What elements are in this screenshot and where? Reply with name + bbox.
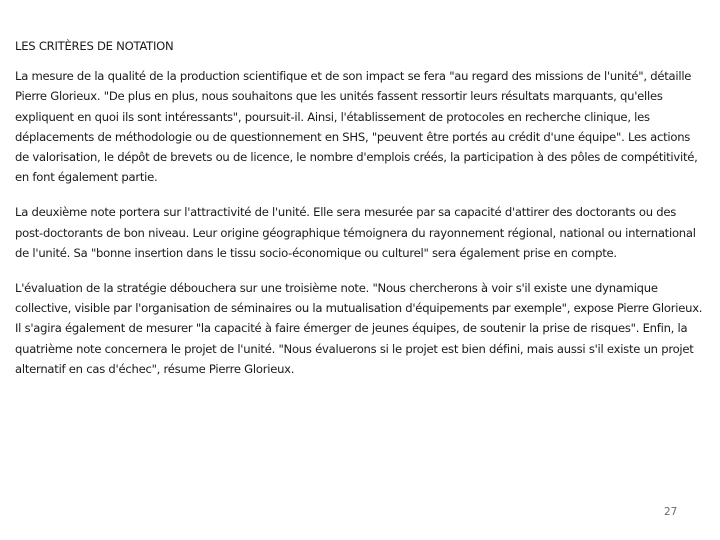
page-number: 27 xyxy=(664,506,678,518)
section-heading: LES CRITÈRES DE NOTATION xyxy=(15,39,174,53)
document-body xyxy=(15,36,705,394)
paragraph-attractiveness: La deuxième note portera sur l'attractivité de l'unité. Elle sera mesurée par sa capacité d'attirer des doctorants ou des post-doctorants de bon niveau. Leur origine géographique témoignera du rayonnement régional, national ou international de l'unité. Sa "bonne insertion dans le tissu socio-économique ou culturel" sera également prise en compte. xyxy=(15,205,696,260)
paragraph-strategy: L'évaluation de la stratégie débouchera sur une troisième note. "Nous chercherons à voir s'il existe une dynamique collective, visible par l'organisation de séminaires ou la mutualisation d'équipements par exemple", expose Pierre Glorieux. Il s'agira également de mesurer "la capacité à faire émerger de jeunes équipes, de soutenir la prise de risques". Enfin, la quatrième note concernera le projet de l'unité. "Nous évaluerons si le projet est bien défini, mais aussi s'il existe un projet alternatif en cas d'échec", résume Pierre Glorieux. xyxy=(15,281,703,376)
paragraph-quality: La mesure de la qualité de la production scientifique et de son impact se fera "au regard des missions de l'unité", détaille Pierre Glorieux. "De plus en plus, nous souhaitons que les unités fassent ressortir leurs résultats marquants, qu'elles expliquent en quoi ils sont intéressants", poursuit-il. Ainsi, l'établissement de protocoles en recherche clinique, les déplacements de méthodologie ou de questionnement en SHS, "peuvent être portés au crédit d'une équipe". Les actions de valorisation, le dépôt de brevets ou de licence, le nombre d'emplois créés, la participation à des pôles de compétitivité, en font également partie. xyxy=(15,69,698,185)
